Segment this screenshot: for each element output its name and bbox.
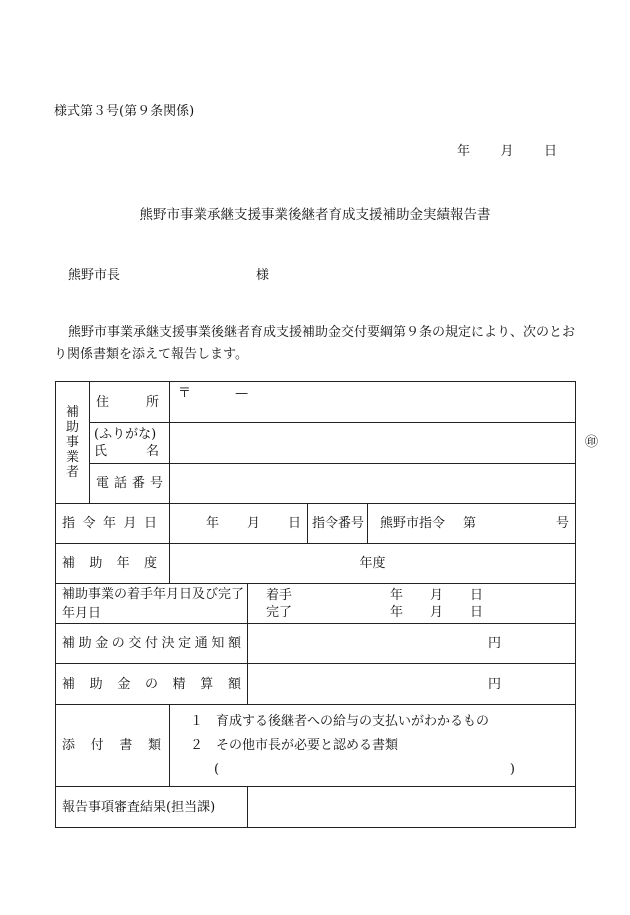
- furigana-label: (ふりがな): [94, 427, 157, 442]
- fiscal-year-label: 補 助 年 度: [56, 544, 170, 584]
- postal-dash: —: [235, 386, 249, 401]
- addressee: 熊野市長: [68, 268, 121, 283]
- date-day: 日: [543, 144, 557, 159]
- phone-row: [56, 464, 576, 504]
- addressee-honorific: 様: [256, 268, 270, 283]
- intro-paragraph: 熊野市事業承継支援事業後継者育成支援補助金交付要綱第９条の規定により、次のとおり関係書類を添えて報告します。: [54, 325, 576, 362]
- applicant-group-label: 補 助 事 業 者: [56, 382, 90, 504]
- order-date-month: 月: [246, 516, 260, 531]
- phone-label: 電 話 番 号: [90, 464, 170, 504]
- address-label: 住 所: [90, 382, 170, 423]
- address-field[interactable]: [170, 382, 576, 423]
- postal-mark: 〒: [178, 386, 192, 401]
- project-period-row: [56, 584, 576, 624]
- attachment-item-2: ２ その他市長が必要と認める書類: [190, 737, 399, 753]
- attachments-row: [56, 705, 576, 787]
- address-row: [56, 382, 576, 423]
- report-table: [55, 381, 599, 828]
- order-date-day: 日: [287, 516, 301, 531]
- project-period-field[interactable]: 着手 年 月 日 完了 年 月 日: [248, 584, 576, 624]
- settled-amount-field[interactable]: [248, 664, 576, 705]
- attachments-field[interactable]: [170, 705, 576, 787]
- order-number-gou: 号: [555, 516, 569, 531]
- start-label: 着手: [266, 587, 293, 603]
- review-label: 報告事項審査結果(担当課): [56, 787, 248, 828]
- attachment-item-1: １ 育成する後継者への給与の支払いがわかるもの: [190, 713, 490, 729]
- phone-field[interactable]: [170, 464, 576, 504]
- date-month: 月: [500, 144, 514, 159]
- review-field[interactable]: [248, 787, 576, 828]
- order-date-field[interactable]: [170, 504, 308, 544]
- order-number-label: 指 令 番 号: [308, 504, 368, 544]
- fiscal-year-value: 年度: [359, 556, 386, 571]
- settled-amount-row: [56, 664, 576, 705]
- order-number-field[interactable]: [368, 504, 576, 544]
- order-date-year: 年: [206, 516, 220, 531]
- fiscal-year-field[interactable]: [170, 544, 576, 584]
- decision-amount-yen: 円: [487, 636, 501, 651]
- decision-amount-row: [56, 624, 576, 664]
- attachments-label: 添 付 書 類: [56, 705, 170, 787]
- order-number-dai: 第: [463, 516, 477, 531]
- form-number: 様式第３号(第９条関係): [54, 104, 195, 119]
- document-title: 熊野市事業承継支援事業後継者育成支援補助金実績報告書: [139, 207, 491, 223]
- paren-close: ): [509, 761, 515, 777]
- name-label: (ふりがな) 氏 名: [90, 423, 170, 464]
- settled-amount-label: 補 助 金 の 精 算 額: [56, 664, 248, 705]
- fiscal-year-row: [56, 544, 576, 584]
- paren-open: (: [214, 761, 220, 777]
- report-date: [457, 140, 557, 159]
- review-row: [56, 787, 576, 828]
- end-label: 完了: [266, 604, 293, 620]
- order-date-label: 指 令 年 月 日: [56, 504, 170, 544]
- seal-mark: ㊞: [585, 435, 599, 450]
- name-row: [56, 423, 576, 464]
- order-row: [56, 504, 576, 544]
- project-period-label: 補助事業の着手年月日及び完了年月日: [56, 584, 248, 624]
- order-number-prefix: 熊野市指令: [380, 516, 446, 531]
- name-field[interactable]: [170, 423, 599, 464]
- date-year: 年: [457, 144, 471, 159]
- attachment-other[interactable]: [176, 758, 569, 782]
- decision-amount-field[interactable]: [248, 624, 576, 664]
- decision-amount-label: 補 助 金 の 交 付 決 定 通 知 額: [56, 624, 248, 664]
- settled-amount-yen: 円: [487, 676, 501, 692]
